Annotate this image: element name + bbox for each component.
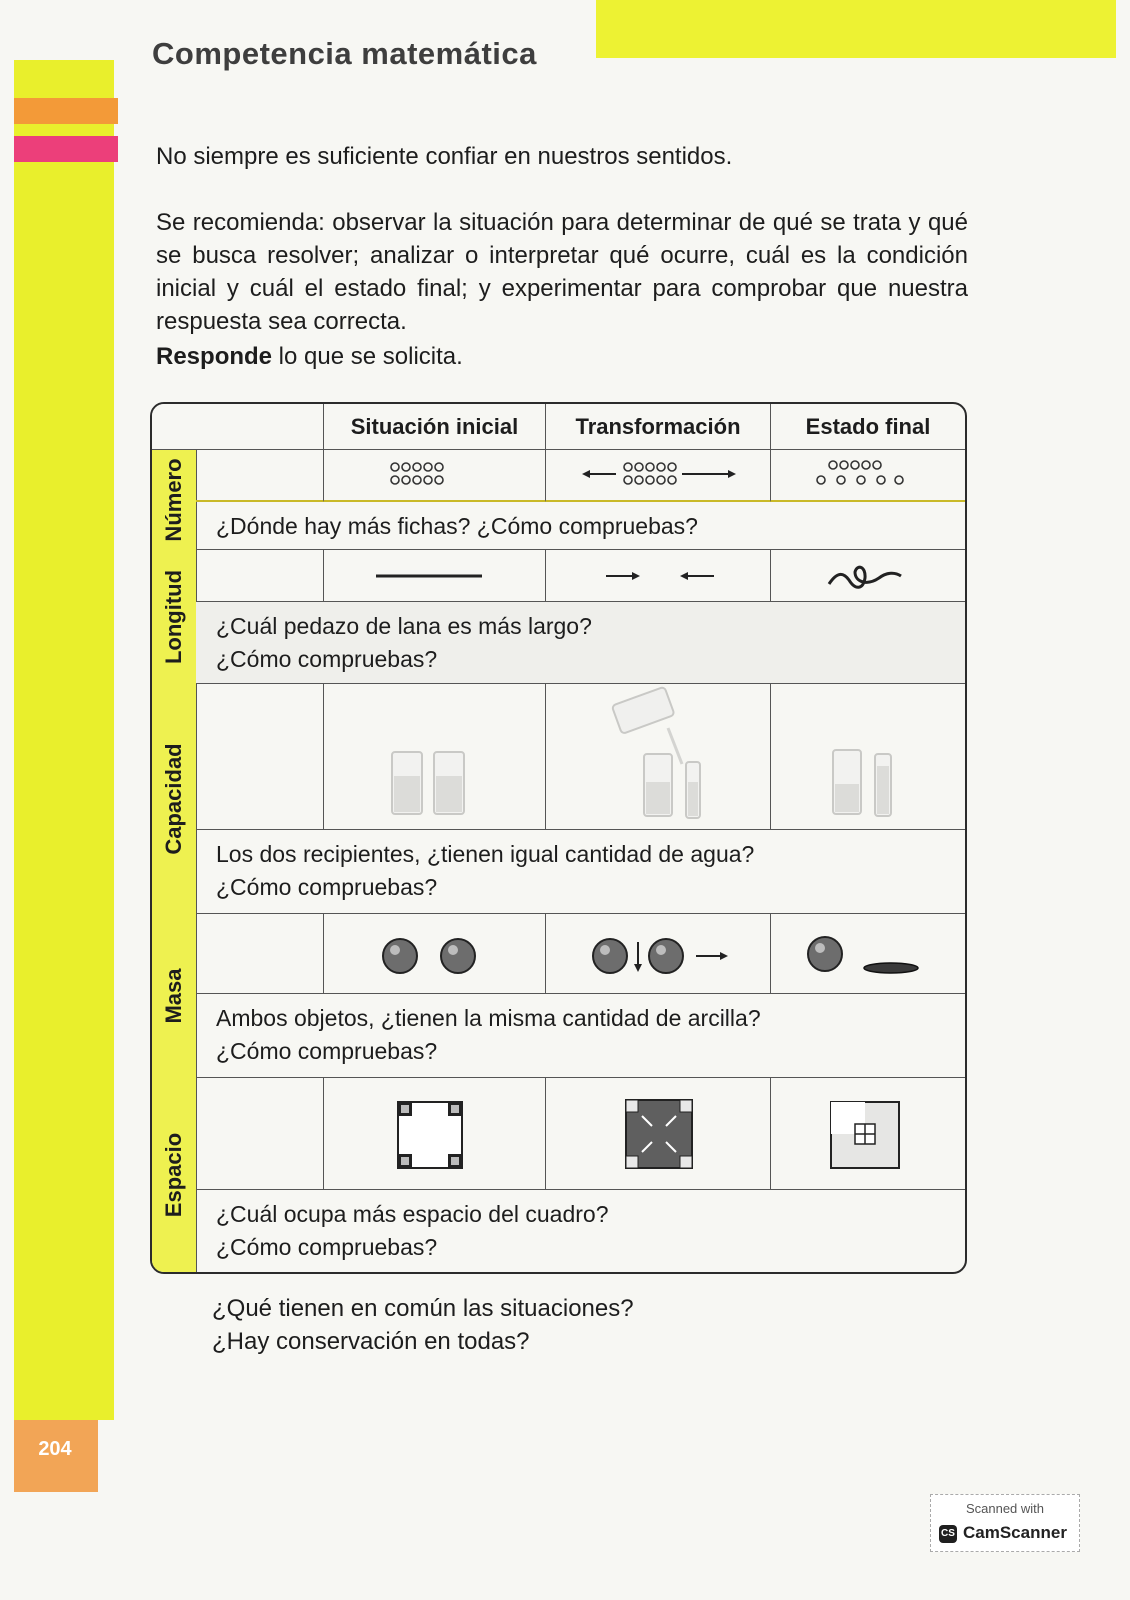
row-label-text: Masa — [161, 968, 186, 1024]
row-label-text: Espacio — [161, 1132, 186, 1218]
blank-cell — [196, 914, 324, 994]
row-label-text: Longitud — [161, 569, 186, 665]
counters-spread-arrows-icon — [546, 450, 771, 502]
square-grouped-icon — [771, 1078, 965, 1190]
camscanner-badge — [930, 1494, 1080, 1552]
col-header-initial: Situación inicial — [324, 404, 546, 450]
question-text: Los dos recipientes, ¿tienen igual cantidad de agua? — [216, 841, 755, 867]
longitud-initial-cell — [324, 550, 546, 602]
page-number: 204 — [38, 1438, 72, 1460]
question-longitud — [196, 602, 965, 684]
col-header-final: Estado final — [771, 404, 965, 450]
longitud-final-cell — [771, 550, 965, 602]
col-header-transformation: Transformación — [546, 404, 771, 450]
row-label-masa — [152, 914, 197, 1079]
question-masa — [196, 994, 965, 1078]
espacio-final-cell — [771, 1078, 965, 1190]
intro-paragraph-2: Se recomienda: observar la situación para determinar de qué se trata y qué se busca resolver; analizar o interpretar qué ocurre, cuál es la condición inicial y cuál el estado final; y experimentar para comprobar que nuestra respuesta sea correcta. — [156, 209, 968, 335]
counters-final-icon — [771, 450, 965, 502]
intro-paragraph-1: No siempre es suficiente confiar en nuestros sentidos. — [156, 143, 733, 170]
top-color-band — [596, 0, 1116, 58]
conservation-table — [150, 402, 967, 1274]
yarn-straight-icon — [324, 550, 546, 602]
question-text: ¿Cómo compruebas? — [216, 646, 438, 672]
pouring-glass-icon — [546, 684, 771, 830]
espacio-transform-cell — [546, 1078, 771, 1190]
masa-final-cell — [771, 914, 965, 994]
question-capacidad — [196, 830, 965, 914]
capacidad-final-cell — [771, 684, 965, 830]
row-label-numero — [152, 450, 197, 551]
row-label-espacio — [152, 1078, 197, 1272]
masa-initial-cell — [324, 914, 546, 994]
row-label-text: Número — [161, 458, 186, 542]
row-label-longitud — [152, 550, 197, 685]
question-text: ¿Cuál ocupa más espacio del cuadro? — [216, 1201, 609, 1227]
table-corner-cell — [152, 404, 324, 450]
question-numero — [196, 502, 965, 550]
camscanner-logo-icon: CS — [939, 1525, 957, 1543]
instruction-bold: Responde — [156, 343, 273, 370]
square-corners-icon — [324, 1078, 546, 1190]
numero-final-cell — [771, 450, 965, 502]
row-label-capacidad — [152, 684, 197, 915]
masa-transform-cell — [546, 914, 771, 994]
blank-cell — [196, 450, 324, 502]
question-text: ¿Cómo compruebas? — [216, 1234, 438, 1260]
page-bottom-margin — [14, 1420, 1090, 1490]
square-compress-icon — [546, 1078, 771, 1190]
blank-cell — [196, 1078, 324, 1190]
yarn-arrows-icon — [546, 550, 771, 602]
instruction-line — [156, 340, 968, 373]
numero-transform-cell — [546, 450, 771, 502]
numero-initial-cell — [324, 450, 546, 502]
question-text: ¿Dónde hay más fichas? ¿Cómo compruebas? — [216, 513, 698, 539]
espacio-initial-cell — [324, 1078, 546, 1190]
page-title: Competencia matemática — [152, 36, 537, 71]
question-text: ¿Cómo compruebas? — [216, 874, 438, 900]
pink-marker-bar — [14, 136, 118, 162]
yarn-curly-icon — [771, 550, 965, 602]
scanned-with-label: Scanned with — [965, 1501, 1045, 1516]
closing-question-2: ¿Hay conservación en todas? — [212, 1328, 530, 1355]
question-espacio — [196, 1190, 965, 1272]
two-clay-balls-icon — [324, 914, 546, 994]
blank-cell — [196, 684, 324, 830]
instruction-rest: lo que se solicita. — [272, 343, 463, 370]
clay-flatten-icon — [546, 914, 771, 994]
camscanner-name: CamScanner — [963, 1523, 1067, 1542]
blank-cell — [196, 550, 324, 602]
glass-and-tube-icon — [771, 684, 965, 830]
ball-and-disc-icon — [771, 914, 965, 994]
question-text: Ambos objetos, ¿tienen la misma cantidad de arcilla? — [216, 1005, 761, 1031]
two-glasses-icon — [324, 684, 546, 830]
orange-marker-bar — [14, 98, 118, 124]
longitud-transform-cell — [546, 550, 771, 602]
closing-question-1: ¿Qué tienen en común las situaciones? — [212, 1295, 634, 1322]
closing-questions — [212, 1292, 634, 1358]
question-text: ¿Cómo compruebas? — [216, 1038, 438, 1064]
capacidad-initial-cell — [324, 684, 546, 830]
side-color-strip — [14, 60, 114, 1420]
capacidad-transform-cell — [546, 684, 771, 830]
question-text: ¿Cuál pedazo de lana es más largo? — [216, 613, 592, 639]
row-label-text: Capacidad — [161, 743, 186, 855]
counters-initial-icon — [324, 450, 546, 502]
